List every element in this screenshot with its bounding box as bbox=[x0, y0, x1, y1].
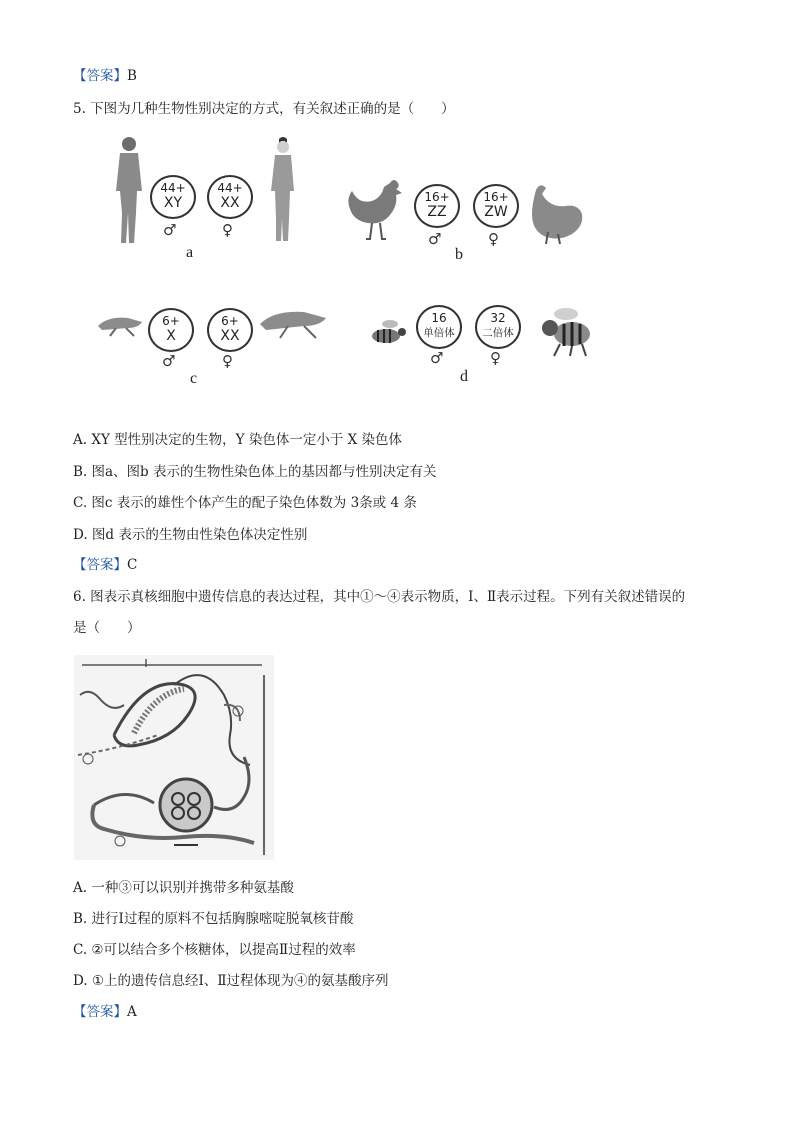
label-d: d bbox=[460, 368, 468, 385]
hen-image bbox=[526, 180, 584, 246]
q6-stem-line2: 是（ ） bbox=[73, 620, 141, 636]
q6-option-d: D. ①上的遗传信息经Ⅰ、Ⅱ过程体现为④的氨基酸序列 bbox=[73, 973, 389, 989]
circle-d-female: 32 二倍体 bbox=[475, 305, 521, 349]
male-symbol-b: ♂ bbox=[428, 230, 442, 248]
human-male-image bbox=[108, 135, 146, 245]
grasshopper-female-image bbox=[258, 306, 330, 340]
circle-c-female: 6+ XX bbox=[207, 308, 253, 352]
male-symbol-d: ♂ bbox=[430, 349, 444, 367]
q5-option-d: D. 图d 表示的生物由性染色体决定性别 bbox=[73, 527, 308, 543]
q6-option-c: C. ②可以结合多个核糖体，以提高Ⅱ过程的效率 bbox=[73, 942, 356, 958]
label-b: b bbox=[455, 246, 463, 263]
label-c: c bbox=[190, 370, 198, 387]
circle-b-male: 16+ ZZ bbox=[414, 184, 460, 228]
answer-tag: 【答案】 bbox=[73, 1004, 127, 1020]
q6-answer: A bbox=[127, 1004, 137, 1020]
rooster-image bbox=[346, 175, 410, 245]
human-female-image bbox=[266, 135, 300, 245]
q5-stem: 5. 下图为几种生物性别决定的方式，有关叙述正确的是（ ） bbox=[73, 101, 455, 117]
q5-option-b: B. 图a、图b 表示的生物性染色体上的基因都与性别决定有关 bbox=[73, 464, 437, 480]
q6-stem-line1: 6. 图表示真核细胞中遗传信息的表达过程，其中①～④表示物质，Ⅰ、Ⅱ表示过程。下列有关叙述错误的 bbox=[73, 589, 686, 605]
q5-answer-line bbox=[73, 556, 137, 574]
bee-female-image bbox=[536, 302, 598, 358]
grasshopper-male-image bbox=[96, 312, 144, 338]
male-symbol-c: ♂ bbox=[162, 352, 176, 370]
female-symbol-a: ♀ bbox=[222, 221, 233, 239]
female-symbol-c: ♀ bbox=[222, 352, 233, 370]
circle-b-female: 16+ ZW bbox=[473, 184, 519, 228]
q5-answer: C bbox=[127, 557, 138, 573]
q5-option-c: C. 图c 表示的雄性个体产生的配子染色体数为 3条或 4 条 bbox=[73, 495, 417, 511]
answer-tag: 【答案】 bbox=[73, 557, 127, 573]
q6-answer-line bbox=[73, 1003, 137, 1021]
female-symbol-d: ♀ bbox=[490, 349, 501, 367]
male-symbol-a: ♂ bbox=[163, 221, 177, 239]
circle-c-male: 6+ X bbox=[148, 308, 194, 352]
circle-a-male: 44+ XY bbox=[150, 175, 196, 219]
q4-answer: B bbox=[127, 68, 137, 84]
circle-a-female: 44+ XX bbox=[207, 175, 253, 219]
sex-determination-figure bbox=[0, 0, 794, 400]
circle-d-male: 16 单倍体 bbox=[416, 305, 462, 349]
q6-option-b: B. 进行Ⅰ过程的原料不包括胸腺嘧啶脱氧核苷酸 bbox=[73, 911, 354, 927]
label-a: a bbox=[186, 244, 194, 261]
q4-answer-line bbox=[73, 67, 137, 85]
bee-male-image bbox=[366, 316, 408, 350]
q5-option-a: A. XY 型性别决定的生物，Y 染色体一定小于 X 染色体 bbox=[73, 432, 403, 448]
q6-option-a: A. 一种③可以识别并携带多种氨基酸 bbox=[73, 880, 294, 896]
gene-expression-diagram bbox=[74, 655, 274, 860]
answer-tag: 【答案】 bbox=[73, 68, 127, 84]
female-symbol-b: ♀ bbox=[488, 230, 499, 248]
